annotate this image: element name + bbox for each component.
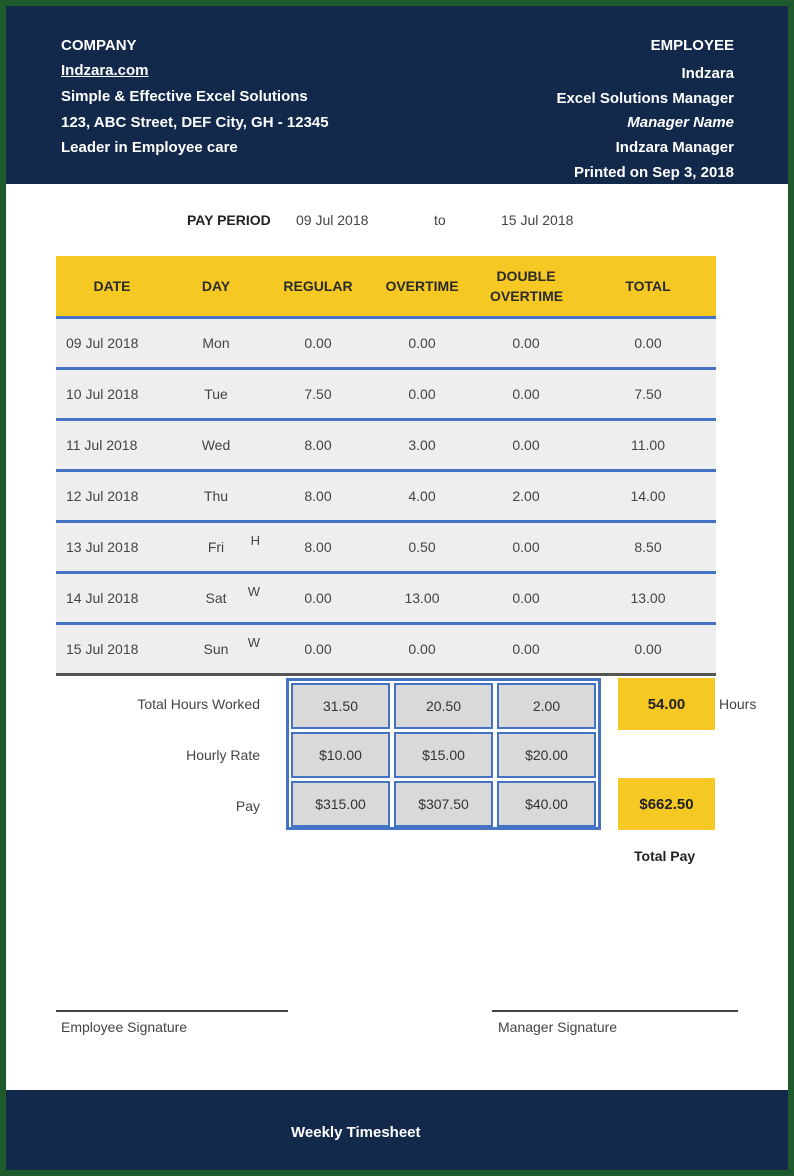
cell-double-overtime: 0.00 [472, 369, 580, 420]
pay-period-end: 15 Jul 2018 [501, 212, 574, 228]
total-pay-label: Total Pay [634, 848, 696, 864]
cell-total: 14.00 [580, 471, 716, 522]
pay-period-start: 09 Jul 2018 [296, 212, 369, 228]
cell-regular: 8.00 [264, 420, 372, 471]
cell-date: 15 Jul 2018 [56, 624, 168, 675]
day-label: Tue [204, 386, 228, 402]
cell-date: 12 Jul 2018 [56, 471, 168, 522]
cell-regular: 8.00 [264, 471, 372, 522]
cell-overtime: 3.00 [372, 420, 472, 471]
employee-signature-label: Employee Signature [61, 1019, 188, 1035]
printed-date: Printed on Sep 3, 2018 [573, 164, 734, 181]
company-slogan: Leader in Employee care [61, 139, 238, 156]
regular-hours-total: 31.50 [291, 683, 390, 729]
cell-total: 13.00 [580, 573, 716, 624]
day-label: Sat [205, 590, 227, 606]
day-flag: W [247, 635, 260, 650]
company-heading: COMPANY [61, 37, 137, 54]
overtime-hours-total: 20.50 [394, 683, 493, 729]
cell-total: 8.50 [580, 522, 716, 573]
header-double-overtime: DOUBLE OVERTIME [472, 256, 580, 318]
cell-overtime: 0.00 [372, 369, 472, 420]
timesheet-table [56, 256, 716, 676]
manager-name: Indzara Manager [615, 139, 734, 156]
cell-regular: 8.00 [264, 522, 372, 573]
cell-day [168, 471, 264, 522]
pay-period-label: PAY PERIOD [187, 212, 271, 228]
timesheet-page [6, 6, 788, 1170]
total-hours-box: 54.00 [618, 678, 715, 730]
header-band [6, 6, 788, 184]
cell-double-overtime: 0.00 [472, 420, 580, 471]
table-row [56, 471, 716, 522]
cell-overtime: 4.00 [372, 471, 472, 522]
regular-rate: $10.00 [291, 732, 390, 778]
cell-day [168, 573, 264, 624]
cell-double-overtime: 0.00 [472, 318, 580, 369]
manager-signature-label: Manager Signature [498, 1019, 618, 1035]
table-row [56, 420, 716, 471]
cell-day [168, 369, 264, 420]
table-row [56, 573, 716, 624]
overtime-pay: $307.50 [394, 781, 493, 827]
double-overtime-pay: $40.00 [497, 781, 596, 827]
pay-period-to-label: to [434, 212, 446, 228]
day-label: Wed [201, 437, 231, 453]
header-regular: REGULAR [264, 256, 372, 318]
cell-regular: 7.50 [264, 369, 372, 420]
cell-day [168, 318, 264, 369]
table-row [56, 318, 716, 369]
cell-double-overtime: 2.00 [472, 471, 580, 522]
pay-period-row [6, 212, 788, 236]
cell-total: 0.00 [580, 624, 716, 675]
cell-overtime: 0.00 [372, 318, 472, 369]
total-pay-box: $662.50 [618, 778, 715, 830]
day-label: Fri [207, 539, 225, 555]
cell-day [168, 522, 264, 573]
regular-pay: $315.00 [291, 781, 390, 827]
total-hours-label: Total Hours Worked [137, 696, 260, 712]
cell-date: 11 Jul 2018 [56, 420, 168, 471]
employee-heading: EMPLOYEE [650, 37, 734, 54]
double-overtime-rate: $20.00 [497, 732, 596, 778]
table-row [56, 624, 716, 675]
cell-overtime: 13.00 [372, 573, 472, 624]
cell-day [168, 420, 264, 471]
header-date: DATE [56, 256, 168, 318]
day-label: Sun [203, 641, 229, 657]
table-row [56, 522, 716, 573]
cell-overtime: 0.50 [372, 522, 472, 573]
double-overtime-hours-total: 2.00 [497, 683, 596, 729]
manager-signature-line [492, 1010, 738, 1012]
cell-regular: 0.00 [264, 624, 372, 675]
table-row [56, 369, 716, 420]
cell-total: 7.50 [580, 369, 716, 420]
cell-date: 10 Jul 2018 [56, 369, 168, 420]
cell-regular: 0.00 [264, 573, 372, 624]
footer-band [6, 1090, 788, 1170]
header-overtime: OVERTIME [372, 256, 472, 318]
hourly-rate-label: Hourly Rate [186, 747, 260, 763]
employee-name: Indzara [681, 65, 734, 82]
company-name-link[interactable]: Indzara.com [61, 62, 149, 79]
cell-day [168, 624, 264, 675]
day-label: Thu [203, 488, 229, 504]
header-total: TOTAL [580, 256, 716, 318]
cell-total: 0.00 [580, 318, 716, 369]
table-header-row [56, 256, 716, 318]
company-address: 123, ABC Street, DEF City, GH - 12345 [61, 114, 329, 131]
header-day: DAY [168, 256, 264, 318]
hours-unit-label: Hours [719, 696, 757, 712]
cell-date: 13 Jul 2018 [56, 522, 168, 573]
overtime-rate: $15.00 [394, 732, 493, 778]
day-flag: H [250, 533, 260, 548]
cell-date: 14 Jul 2018 [56, 573, 168, 624]
company-tagline: Simple & Effective Excel Solutions [61, 88, 308, 105]
cell-total: 11.00 [580, 420, 716, 471]
cell-double-overtime: 0.00 [472, 624, 580, 675]
footer-title: Weekly Timesheet [291, 1124, 421, 1141]
employee-title: Excel Solutions Manager [556, 90, 734, 107]
day-flag: W [247, 584, 260, 599]
pay-label: Pay [235, 798, 260, 814]
cell-regular: 0.00 [264, 318, 372, 369]
cell-double-overtime: 0.00 [472, 573, 580, 624]
day-label: Mon [202, 335, 230, 351]
cell-overtime: 0.00 [372, 624, 472, 675]
cell-date: 09 Jul 2018 [56, 318, 168, 369]
employee-signature-line [56, 1010, 288, 1012]
manager-name-label: Manager Name [627, 114, 734, 131]
summary-grid [286, 678, 601, 830]
cell-double-overtime: 0.00 [472, 522, 580, 573]
